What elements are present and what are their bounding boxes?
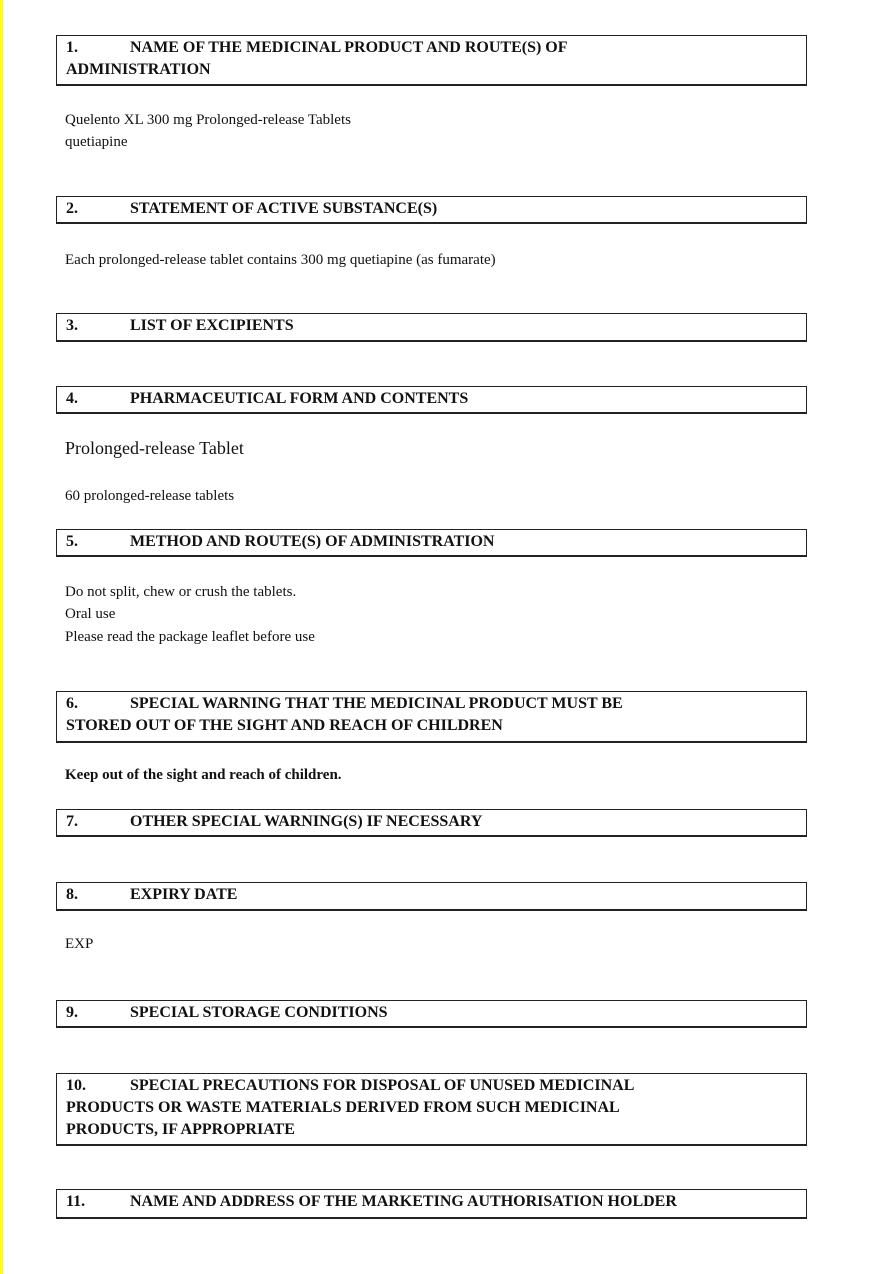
section-title: PHARMACEUTICAL FORM AND CONTENTS (130, 390, 469, 407)
expiry-label: EXP (65, 936, 94, 952)
method-line-1: Do not split, chew or crush the tablets. (65, 584, 297, 600)
substance-name: quetiapine (65, 134, 128, 150)
section-title-cont: PRODUCTS, IF APPROPRIATE (66, 1121, 295, 1138)
section-number: 1. (66, 39, 78, 56)
pharmaceutical-form: Prolonged-release Tablet (65, 438, 244, 458)
section-title: LIST OF EXCIPIENTS (130, 317, 294, 334)
section-2-heading (56, 196, 807, 224)
section-number: 3. (66, 317, 78, 334)
section-number: 8. (66, 886, 78, 903)
section-title-cont: PRODUCTS OR WASTE MATERIALS DERIVED FROM SUCH MEDICINAL (66, 1099, 620, 1116)
section-number: 2. (66, 200, 78, 217)
section-8-heading (56, 882, 807, 911)
section-title-cont: STORED OUT OF THE SIGHT AND REACH OF CHILDREN (66, 717, 503, 734)
section-title: STATEMENT OF ACTIVE SUBSTANCE(S) (130, 200, 438, 217)
method-line-3: Please read the package leaflet before use (65, 629, 315, 645)
section-title: SPECIAL WARNING THAT THE MEDICINAL PRODUCT MUST BE (130, 695, 623, 712)
page-margin-stripe (0, 0, 3, 1274)
section-title: OTHER SPECIAL WARNING(S) IF NECESSARY (130, 813, 483, 830)
section-title: SPECIAL STORAGE CONDITIONS (130, 1004, 388, 1021)
section-title: NAME AND ADDRESS OF THE MARKETING AUTHORISATION HOLDER (130, 1193, 677, 1210)
section-7-heading (56, 809, 807, 837)
section-number: 10. (66, 1077, 86, 1094)
section-4-heading (56, 386, 807, 414)
section-number: 11. (66, 1193, 86, 1210)
pack-contents: 60 prolonged-release tablets (65, 488, 235, 504)
section-11-heading (56, 1189, 807, 1219)
section-title: EXPIRY DATE (130, 886, 238, 903)
section-9-heading (56, 1000, 807, 1028)
method-line-2: Oral use (65, 606, 116, 622)
section-1-heading (56, 35, 807, 86)
product-name: Quelento XL 300 mg Prolonged-release Tablets (65, 112, 351, 128)
section-6-heading (56, 691, 807, 743)
section-title: NAME OF THE MEDICINAL PRODUCT AND ROUTE(S) OF (130, 39, 568, 56)
active-substance-statement: Each prolonged-release tablet contains 300 mg quetiapine (as fumarate) (65, 252, 496, 268)
section-number: 6. (66, 695, 78, 712)
section-number: 9. (66, 1004, 78, 1021)
section-title-cont: ADMINISTRATION (66, 61, 211, 78)
section-10-heading (56, 1073, 807, 1146)
section-number: 4. (66, 390, 78, 407)
section-5-heading (56, 529, 807, 557)
section-number: 5. (66, 533, 78, 550)
section-title: SPECIAL PRECAUTIONS FOR DISPOSAL OF UNUSED MEDICINAL (130, 1077, 635, 1094)
section-number: 7. (66, 813, 78, 830)
children-warning: Keep out of the sight and reach of children. (65, 767, 342, 783)
section-title: METHOD AND ROUTE(S) OF ADMINISTRATION (130, 533, 495, 550)
section-3-heading (56, 313, 807, 342)
